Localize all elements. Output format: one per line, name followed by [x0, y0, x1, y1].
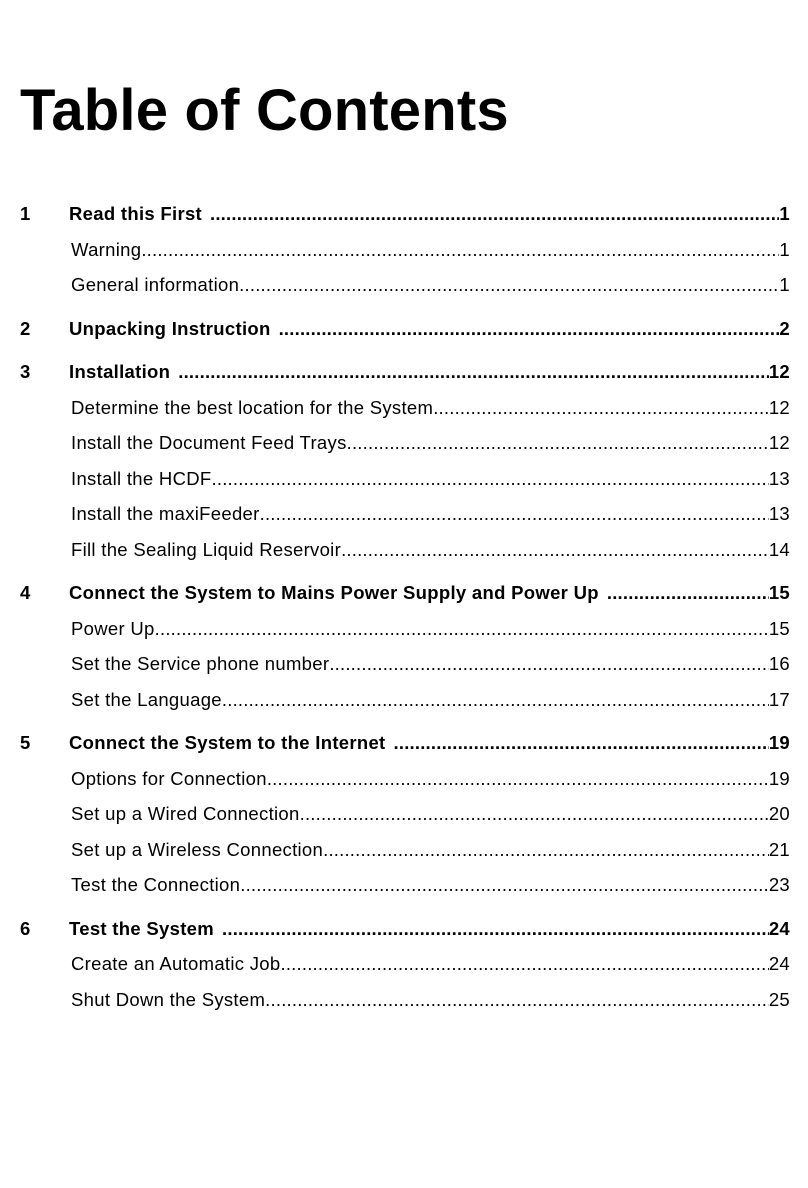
page-number: 21 [768, 838, 790, 860]
toc-section-install-maxifeeder[interactable] [20, 496, 790, 532]
toc-section-shut-down[interactable] [20, 982, 790, 1018]
toc-chapter-3[interactable] [20, 354, 790, 390]
section-title: Install the Document Feed Trays [71, 432, 347, 453]
chapter-number: 6 [20, 917, 31, 939]
chapter-title: Connect the System to Mains Power Supply and Power Up [69, 582, 599, 603]
section-title: Set up a Wired Connection [71, 803, 300, 824]
toc-section-wired-connection[interactable] [20, 796, 790, 832]
dot-leader [141, 232, 779, 268]
dot-leader [341, 532, 769, 568]
toc-chapter-6[interactable] [20, 911, 790, 947]
chapter-title: Installation [69, 361, 171, 382]
section-title: Install the HCDF [71, 467, 212, 489]
dot-leader [239, 267, 779, 303]
page-number: 13 [768, 503, 790, 524]
page-number: 1 [779, 274, 790, 295]
toc-section-set-language[interactable] [20, 682, 790, 718]
toc-section-service-phone[interactable] [20, 646, 790, 682]
dot-leader [433, 390, 769, 426]
chapter-number: 1 [20, 203, 31, 224]
dot-leader [347, 425, 769, 461]
chapter-number: 3 [20, 361, 31, 382]
toc-section-test-connection[interactable] [20, 867, 790, 903]
section-title: Options for Connection [71, 767, 267, 789]
page-number: 16 [768, 653, 790, 674]
page-number: 20 [768, 803, 790, 824]
dot-leader [281, 946, 769, 982]
toc-section-automatic-job[interactable] [20, 946, 790, 982]
dot-leader [210, 196, 779, 232]
section-title: Test the Connection [71, 874, 241, 895]
chapter-number: 2 [20, 317, 31, 339]
section-title: General information [71, 274, 240, 295]
dot-leader [260, 496, 769, 532]
page-number: 19 [768, 767, 790, 789]
toc-section-install-feed-trays[interactable] [20, 425, 790, 461]
toc-chapter-2[interactable] [20, 311, 790, 347]
chapter-title: Read this First [69, 203, 202, 224]
page-number: 12 [768, 396, 790, 418]
page-number: 23 [768, 874, 790, 895]
chapter-number: 4 [20, 582, 31, 603]
toc-chapter-4[interactable] [20, 575, 790, 611]
chapter-number: 5 [20, 732, 31, 753]
section-title: Set the Language [71, 688, 222, 710]
section-title: Warning [71, 238, 142, 260]
toc-chapter-5[interactable] [20, 725, 790, 761]
dot-leader [300, 796, 769, 832]
toc-chapter-1[interactable] [20, 196, 790, 232]
dot-leader [394, 725, 769, 761]
section-title: Shut Down the System [71, 988, 266, 1010]
section-title: Set up a Wireless Connection [71, 838, 324, 860]
toc-section-determine-location[interactable] [20, 390, 790, 426]
page-number: 1 [779, 238, 790, 260]
dot-leader [222, 911, 769, 947]
section-title: Fill the Sealing Liquid Reservoir [71, 538, 342, 560]
dot-leader [222, 682, 769, 718]
dot-leader [155, 611, 769, 647]
toc-section-wireless-connection[interactable] [20, 832, 790, 868]
page-number: 15 [768, 582, 790, 603]
section-title: Install the maxiFeeder [71, 503, 260, 524]
dot-leader [323, 832, 769, 868]
page-number: 2 [779, 317, 790, 339]
page-title: Table of Contents [20, 78, 509, 143]
dot-leader [240, 867, 769, 903]
section-title: Power Up [71, 617, 155, 639]
toc-section-fill-reservoir[interactable] [20, 532, 790, 568]
page-number: 14 [768, 538, 790, 560]
toc-section-connection-options[interactable] [20, 761, 790, 797]
chapter-title: Test the System [69, 917, 215, 939]
page-number: 15 [768, 617, 790, 639]
toc-section-install-hcdf[interactable] [20, 461, 790, 497]
page-number: 17 [768, 688, 790, 710]
dot-leader [279, 311, 780, 347]
page-number: 24 [768, 953, 790, 974]
page-number: 12 [768, 361, 790, 382]
page-number: 25 [768, 988, 790, 1010]
page-number: 24 [768, 917, 790, 939]
table-of-contents [20, 196, 790, 1017]
dot-leader [212, 461, 769, 497]
page-number: 1 [779, 203, 790, 224]
chapter-title: Connect the System to the Internet [69, 732, 386, 753]
page-number: 13 [768, 467, 790, 489]
dot-leader [265, 982, 769, 1018]
dot-leader [178, 354, 769, 390]
dot-leader [607, 575, 769, 611]
page-number: 12 [768, 432, 790, 453]
dot-leader [329, 646, 769, 682]
toc-section-power-up[interactable] [20, 611, 790, 647]
toc-section-warning[interactable] [20, 232, 790, 268]
dot-leader [267, 761, 769, 797]
toc-section-general-information[interactable] [20, 267, 790, 303]
page-number: 19 [768, 732, 790, 753]
section-title: Create an Automatic Job [71, 953, 281, 974]
section-title: Determine the best location for the System [71, 396, 434, 418]
section-title: Set the Service phone number [71, 653, 330, 674]
chapter-title: Unpacking Instruction [69, 317, 271, 339]
